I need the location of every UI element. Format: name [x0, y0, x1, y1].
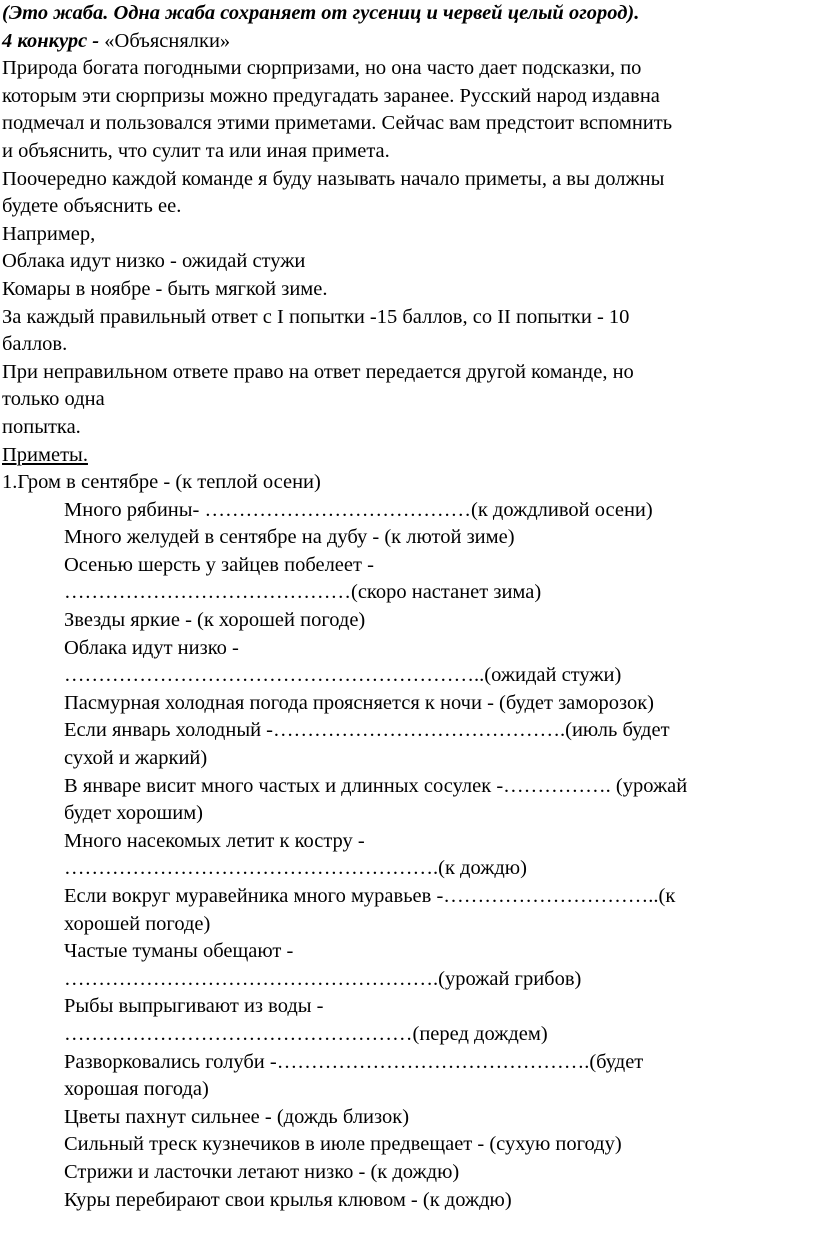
paragraph-line: и объяснить, что сулит та или иная примета. [2, 139, 390, 162]
paragraph-line: подмечал и пользовался этими приметами. Сейчас вам предстоит вспомнить [2, 112, 673, 135]
scoring-line: За каждый правильный ответ с I попытки -15 баллов, со II попытки - 10 [2, 305, 630, 328]
sign-line: ……………………………………………………..(ожидай стужи) [64, 664, 622, 687]
sign-line: В январе висит много частых и длинных сосулек -……………. (урожай [64, 774, 688, 797]
sign-line: Много желудей в сентябре на дубу - (к лютой зиме) [64, 526, 515, 549]
sign-line: будет хорошим) [64, 802, 203, 825]
sign-line: Звезды яркие - (к хорошей погоде) [64, 609, 366, 632]
sign-line: Цветы пахнут сильнее - (дождь близок) [64, 1105, 410, 1128]
sign-line: ……………………………………………….(урожай грибов) [64, 967, 582, 990]
sign-line: Если январь холодный -…………………………………….(июль будет [64, 719, 670, 742]
sign-line: Осенью шерсть у зайцев побелеет - [64, 553, 374, 576]
sign-line: ……………………………………………(перед дождем) [64, 1022, 548, 1045]
paragraph-line: Природа богата погодными сюрпризами, но она часто дает подсказки, по [2, 57, 642, 80]
rules-line: только одна [2, 388, 105, 411]
sign-line: Если вокруг муравейника много муравьев -…………………………..(к [64, 885, 676, 907]
first-sign: 1.Гром в сентябре - (к теплой осени) [2, 471, 321, 494]
sign-line: Куры перебирают свои крылья клювом - (к дождю) [64, 1188, 512, 1211]
signs-heading [2, 442, 810, 470]
contest-title [2, 28, 810, 56]
signs-list [2, 497, 810, 1214]
sign-line: хорошая погода) [64, 1078, 209, 1101]
rules-line: попытка. [2, 415, 81, 438]
intro-line: (Это жаба. Одна жаба сохраняет от гусениц и червей целый огород). [2, 2, 640, 24]
sign-line: Много рябины- …………………………………(к дождливой осени) [64, 498, 653, 521]
example-line: Комары в ноябре - быть мягкой зиме. [2, 277, 328, 300]
signs-heading-text: Приметы. [2, 443, 88, 466]
sign-line: Частые туманы обещают - [64, 940, 294, 963]
sign-line: хорошей погоде) [64, 912, 211, 935]
sign-line: сухой и жаркий) [64, 747, 208, 770]
contest-label: 4 конкурс - [2, 29, 105, 52]
example-line: Облака идут низко - ожидай стужи [2, 250, 306, 273]
sign-line: Разворковались голуби -……………………………………….(будет [64, 1050, 644, 1073]
paragraph-line: будете объяснить ее. [2, 195, 182, 218]
sign-line: Сильный треск кузнечиков в июле предвещает - (сухую погоду) [64, 1133, 622, 1156]
paragraph-line: которым эти сюрпризы можно предугадать заранее. Русский народ издавна [2, 84, 660, 107]
sign-line: Стрижи и ласточки летают низко - (к дождю) [64, 1160, 460, 1183]
scoring-line: баллов. [2, 333, 68, 356]
sign-line: Облака идут низко - [64, 636, 239, 659]
example-label: Например, [2, 222, 96, 245]
rules-line: При неправильном ответе право на ответ передается другой команде, но [2, 360, 634, 383]
sign-line: Много насекомых летит к костру - [64, 829, 365, 852]
paragraph-line: Поочередно каждой команде я буду называть начало приметы, а вы должны [2, 167, 665, 190]
sign-line: Рыбы выпрыгивают из воды - [64, 995, 324, 1018]
sign-line: Пасмурная холодная погода проясняется к ночи - (будет заморозок) [64, 691, 655, 714]
sign-line: ……………………………………………….(к дождю) [64, 857, 527, 880]
sign-line: ……………………………………(скоро настанет зима) [64, 581, 542, 604]
contest-name: «Объяснялки» [104, 29, 231, 52]
